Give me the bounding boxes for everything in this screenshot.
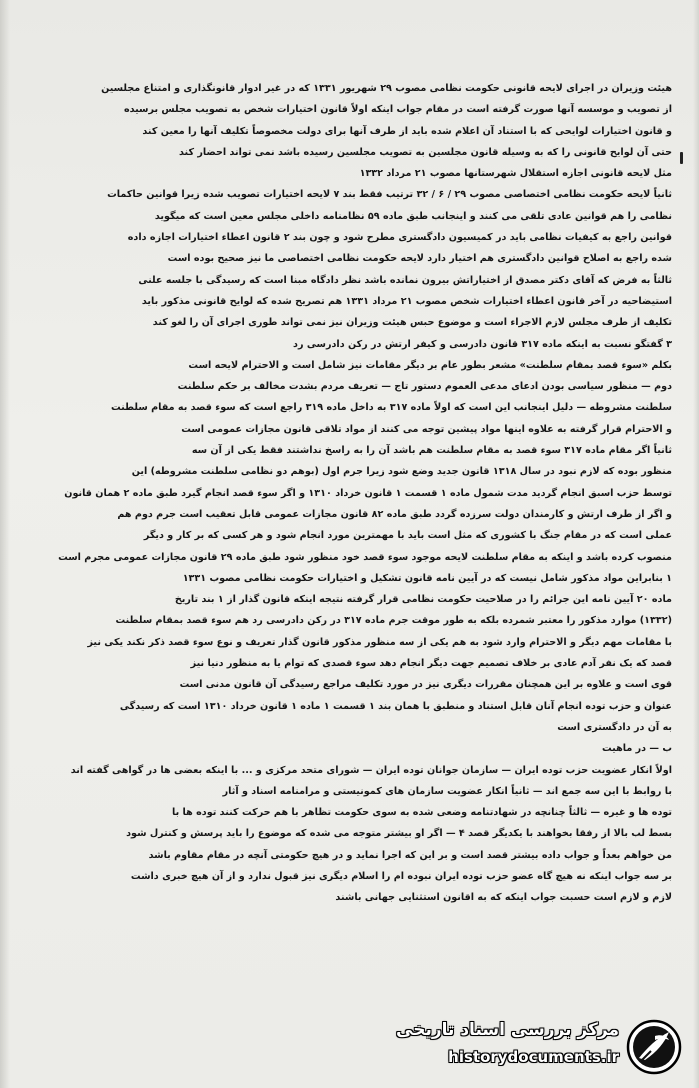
document-body — [32, 78, 672, 909]
text-line: قوانین راجع به کیفیات نظامی باید در کمیسیون دادگستری مطرح شود و چون بند ۲ قانون اعطاء اختیارات اجازه داده — [127, 232, 672, 244]
text-line: قصد که یک نفر آدم عادی بر خلاف تصمیم جهت دیگر انجام دهد سوء قصدی که توام یا به منظور دنیا نیز — [190, 658, 672, 670]
text-line: دوم — منظور سیاسی بودن ادعای مدعی العموم دستور تاج — تعریف مردم بشدت مخالف بر حکم سلطنت — [177, 381, 672, 393]
text-line: ۳ گفتگو نسبت به اینکه ماده ۳۱۷ قانون دادرسی و کیفر ارتش در رکن دادرسی رد — [293, 338, 672, 350]
text-line: لازم و لازم است حسبت جواب اینکه که به اقانون استثنایی جهانی باشند — [335, 892, 672, 904]
text-line: شده راجع به اصلاح قوانین دادگستری هم اختیار دارد لایحه حکومت نظامی اختصاصی ما نیز صحیح بوده است — [167, 253, 672, 265]
text-line: ۱ بنابراین مواد مذکور شامل نیست که در آیین نامه قانون تشکیل و اختیارات حکومت نظامی مصوب ۱۳۳۱ — [182, 572, 672, 584]
text-line: حتی آن لوایح قانونی را که به وسیله قانون مجلسین به تصویب مجلسین رسیده باشد نمی تواند احضار کند — [178, 146, 672, 158]
watermark — [389, 1010, 689, 1082]
text-line: نظامی را هم قوانین عادی تلقی می کنند و اینجانب طبق ماده ۵۹ نظامنامه داخلی مجلس معین است که میگوید — [154, 210, 672, 222]
text-line: تکلیف از طرف مجلس لازم الاجراء است و موضوع حبس هیئت وزیران نیز نمی تواند طوری اجرای آن را لغو کند — [152, 317, 672, 329]
scan-shadow-right — [693, 0, 699, 1088]
text-line: از تصویب و موسسه آنها صورت گرفته است در مقام جواب اینکه اولاً قانون اختیارات شخص به تصویب مجلس برسیده — [123, 104, 672, 116]
text-line: با مقامات مهم دیگر و الاحترام وارد شود به هم یکی از سه منظور مذکور قانون گذار تعریف و نوع سوء قصد ذکر نکند یکی نیز — [87, 636, 672, 648]
text-line: و اگر از طرف ارتش و کارمندان دولت سرزده گردد طبق ماده ۸۲ قانون مجازات عمومی قابل تعقیب است جرم دوم هم — [117, 508, 672, 520]
watermark-title: مرکز بررسی اسناد تاریخی — [396, 1020, 619, 1040]
text-line: ثالثاً به فرض که آقای دکتر مصدق از اختیاراتش بیرون نمانده باشد نظر دادگاه مبنا است که رسیدگی با جلسه علنی — [138, 274, 672, 286]
text-line: بکلم «سوء قصد بمقام سلطنت» مشعر بطور عام بر دیگر مقامات نیز شامل است و الاحترام لایحه است — [188, 359, 672, 371]
text-line: و الاحترام قرار گرفته به علاوه اینها مواد پیشین توجه می کنند از مواد تلاقی قانون مجازات عمومی است — [181, 423, 672, 435]
text-line: عملی است که در مقام جنگ با کشوری که مثل است باید با مهمترین مورد انجام شود و هر کسی که بر کار و دیگر — [143, 530, 672, 542]
text-line: ثانیاً لایحه حکومت نظامی اختصاصی مصوب ۲۹ / ۶ / ۳۲ ترتیب فقط بند ۷ لایحه اختیارات تصویب شده زیرا قوانین حاکمات — [107, 189, 672, 201]
text-line: ثانیاً اگر مقام ماده ۳۱۷ سوء قصد به مقام سلطنت هم باشد آن را به راسخ نداشتند فقط یکی از آن سه — [191, 445, 672, 457]
text-line: (۱۳۳۲) موارد مذکور را معتبر شمرده بلکه به طور موقت جرم ماده ۳۱۷ در رکن دادرسی رد هم سوء قصد بمقام سلطنت — [115, 615, 672, 627]
text-line: توسط حزب اسبق انجام گردید مدت شمول ماده ۱ قسمت ۱ قانون خرداد ۱۳۱۰ و اگر سوء قصد انجام گیرد طبق ماده ۲ همان قانون — [64, 487, 672, 499]
section-heading: ب — در ماهیت — [602, 743, 672, 755]
text-line: ماده ۲۰ آیین نامه این جرائم را در صلاحیت حکومت نظامی قرار گرفته نتیجه اینکه قانون گذار از ۱ بند تاریخ — [174, 594, 672, 606]
text-line: استیضاحیه در آخر قانون اعطاء اختیارات شخص مصوب ۲۱ مرداد ۱۳۳۱ هم تصریح شده که لوایح قانونی مذکور باید — [141, 295, 672, 307]
text-line: سلطنت مشروطه — دلیل اینجانب این است که اولاً ماده ۳۱۷ به داخل ماده ۳۱۹ راجع است که سوء قصد به مقام سلطنت — [110, 402, 672, 414]
quill-pen-in-circle-icon — [625, 1018, 683, 1076]
scan-shadow-left — [0, 0, 10, 1088]
text-line: منظور بوده که لازم نبود در سال ۱۳۱۸ قانون جدید وضع شود زیرا جرم اول (بوهم دو نظامی سلطنت مشروطه) این — [131, 466, 672, 478]
margin-mark — [680, 152, 683, 164]
text-line: مثل لایحه قانونی اجازه استقلال شهرستانها مصوب ۲۱ مرداد ۱۳۳۲ — [359, 168, 672, 180]
text-line: به آن در دادگستری است — [557, 721, 672, 733]
text-line: با روابط با این سه جمع اند — ثانیاً انکار عضویت سازمان های کمونیستی و مرامنامه اسناد و آثار — [222, 785, 672, 797]
text-line: توده ها و غیره — ثالثاً چنانچه در شهادتنامه وضعی شده به سوی حکومت تظاهر با هم حرکت کنند توده ها با — [171, 807, 672, 819]
text-line: هیئت وزیران در اجرای لایحه قانونی حکومت نظامی مصوب ۲۹ شهریور ۱۳۳۱ که در غیر ادوار قانونگذاری و امتناع مجلسین — [101, 83, 672, 94]
text-line: من خواهم بعداً و جواب داده بیشتر قصد است و بر این که اجرا نماید و در هیچ حکومتی آنچه در مقام مقاوم باشد — [148, 849, 672, 861]
text-line: قوی است و علاوه بر این همچنان مقررات دیگری نیز در مورد تکلیف مراجع رسیدگی آن قانون مدنی است — [179, 679, 672, 691]
text-line: و قانون اختیارات لوایحی که با استناد آن اعلام شده باید از طرف آنها برای دولت مخصوصاً تکلیف آنها را معین کند — [142, 125, 672, 137]
watermark-url: historydocuments.ir — [448, 1048, 619, 1066]
text-line: منصوب کرده باشد و اینکه به مقام سلطنت لایحه موجود سوء قصد خود منظور شود طبق ماده ۲۹ قانون مجازات عمومی مجرم است — [58, 551, 672, 563]
text-line: اولاً انکار عضویت حزب توده ایران — سازمان جوانان توده ایران — شورای متحد مرکزی و ... با اینکه بعضی ها در گواهی گفته اند — [70, 764, 672, 776]
text-line: بر سه جواب اینکه نه هیچ گاه عضو حزب توده ایران نبوده ام را اسلام دیگری نیز قبول ندارد و از آن هیچ خبری داشت — [130, 870, 672, 882]
text-line: عنوان و حزب توده انجام آنان قابل استناد و منطبق با همان بند ۱ قسمت ۱ ماده ۱ قانون خرداد ۱۳۱۰ است که رسیدگی — [119, 700, 672, 712]
text-line: بسط لب بالا از رفقا بخواهند با یکدیگر قصد ۴ — اگر او بیشتر متوجه می شده که موضوع را باید پرسش و کنترل شود — [126, 828, 672, 840]
